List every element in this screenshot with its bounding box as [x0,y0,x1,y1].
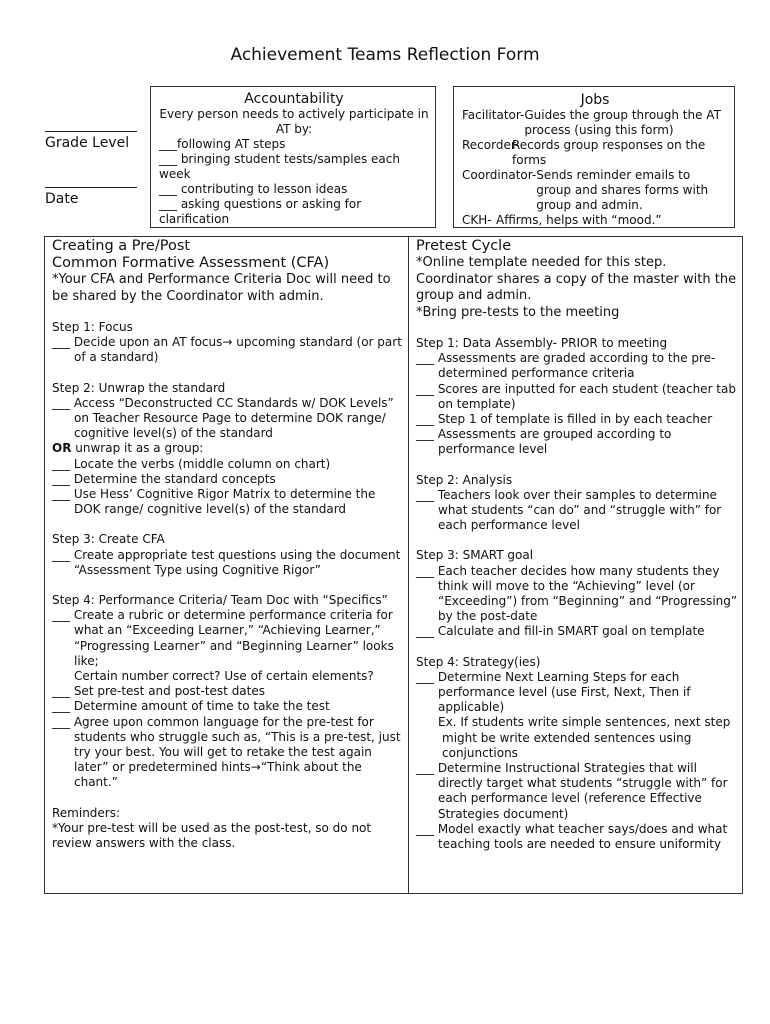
accountability-item: ___ contributing to lesson ideas [159,182,348,196]
checklist-item[interactable]: ___ Assessments are graded according to the pre-determined performance criteria [416,351,716,381]
checklist-item[interactable]: ___ Assessments are grouped according to performance level [416,427,672,457]
accountability-item: ___ bringing student tests/samples each week [159,152,400,181]
checklist-item[interactable]: ___ Access “Deconstructed CC Standards w/ DOK Levels” on Teacher Resource Page to determine DOK range/ cognitive level(s) of the standard [52,395,394,441]
date-label: Date [45,191,79,207]
job-recorder [462,138,728,168]
or-line [52,441,404,456]
step-title: Step 1: Focus [52,320,133,334]
item-continuation: Certain number correct? Use of certain elements? [74,669,374,684]
pretest-note: *Online template needed for this step. [416,255,667,270]
accountability-item: ___ asking questions or asking for clarification [159,197,362,226]
job-desc: Sends reminder emails to group and shares forms with group and admin. [536,168,709,212]
checklist-item[interactable]: ___ Agree upon common language for the pre-test for students who struggle such as, “This is a pre-test, just try your best. You will get to retake the test again later” or predetermined hints→“Think about the chant.” [52,714,401,790]
pretest-note: *Bring pre-tests to the meeting [416,304,620,320]
job-facilitator [462,108,728,138]
step-title: Step 3: SMART goal [416,548,534,563]
job-desc: Records group responses on the forms [512,138,706,167]
job-role: Recorder- [462,138,520,152]
checklist-item[interactable]: ___ Determine Instructional Strategies that will directly target what students “struggle with” for each performance level (reference Effective Strategies document) [416,761,728,821]
job-role: CKH- [462,213,492,227]
checklist-item[interactable]: ___ Teachers look over their samples to determine what students “can do” and “struggle with” for each performance level [416,487,722,533]
job-ckh [462,213,728,228]
job-role: Facilitator- [462,108,525,122]
cfa-note: *Your CFA and Performance Criteria Doc will need to be shared by the Coordinator with admin. [52,272,391,304]
job-role: Coordinator- [462,168,537,182]
grade-level-line[interactable] [45,131,137,132]
job-coordinator [462,168,728,213]
checklist-item[interactable]: ___ Determine Next Learning Steps for each performance level (use First, Next, Then if applicable) [416,669,691,715]
pretest-note: Coordinator shares a copy of the master with the group and admin. [416,271,737,303]
step-title: Step 3: Create CFA [52,532,165,547]
job-desc: Guides the group through the AT process (using this form) [524,108,721,137]
pretest-heading: Pretest Cycle [416,238,512,254]
reminders-title: Reminders: [52,805,121,820]
example-text: Ex. If students write simple sentences, next step might be write extended sentences using conjunctions [438,715,731,760]
checklist-item[interactable]: ___ Create appropriate test questions using the document “Assessment Type using Cognitive Rigor” [52,547,401,577]
reminders-text: *Your pre-test will be used as the post-test, so do not review answers with the class. [52,820,372,851]
checklist-item[interactable]: ___ Determine the standard concepts [52,471,276,486]
or-bold: OR [52,441,72,456]
checklist-item[interactable]: ___ Determine amount of time to take the test [52,699,330,714]
checklist-item[interactable]: ___ Create a rubric or determine performance criteria for what an “Exceeding Learner,” “Achieving Learner,” “Progressing Learner” and “Beginning Learner” looks like; [52,608,394,668]
cfa-subheading: Common Formative Assessment (CFA) [52,255,330,271]
pretest-column [408,236,743,894]
checklist-item[interactable]: ___ Model exactly what teacher says/does and what teaching tools are needed to ensure uniformity [416,821,728,852]
jobs-box [453,86,735,228]
checklist-item[interactable]: ___ Decide upon an AT focus→ upcoming standard (or part of a standard) [52,335,402,365]
step-title: Step 2: Unwrap the standard [52,380,226,395]
cfa-heading: Creating a Pre/Post [52,238,191,254]
jobs-heading: Jobs [580,92,610,108]
checklist-item[interactable]: ___ Use Hess’ Cognitive Rigor Matrix to determine the DOK range/ cognitive level(s) of the standard [52,487,376,517]
checklist-item[interactable]: ___ Locate the verbs (middle column on chart) [52,456,331,471]
accountability-box [150,86,436,228]
job-desc: Affirms, helps with “mood.” [496,213,662,227]
checklist-item[interactable]: ___ Step 1 of template is filled in by each teacher [416,412,713,427]
accountability-intro: Every person needs to actively participate in AT by: [159,107,429,136]
accountability-item: ___following AT steps [159,137,286,151]
accountability-heading: Accountability [244,91,344,107]
checklist-item[interactable]: ___ Set pre-test and post-test dates [52,684,265,699]
step-title: Step 1: Data Assembly- PRIOR to meeting [416,336,668,350]
grade-level-label: Grade Level [45,135,130,151]
checklist-item[interactable]: ___ Scores are inputted for each student (teacher tab on template) [416,381,736,411]
step-title: Step 4: Performance Criteria/ Team Doc with “Specifics” [52,593,388,608]
or-rest: unwrap it as a group: [71,441,204,456]
date-line[interactable] [45,187,137,188]
cfa-column [44,236,409,894]
checklist-item[interactable]: ___ Each teacher decides how many students they think will move to the “Achieving” level (or “Exceeding”) from “Beginning” and “Progressing” by the post-date [416,563,738,624]
checklist-item[interactable]: ___ Calculate and fill-in SMART goal on template [416,624,705,639]
step-title: Step 2: Analysis [416,472,513,487]
page-title: Achievement Teams Reflection Form [230,45,540,65]
step-title: Step 4: Strategy(ies) [416,654,541,669]
